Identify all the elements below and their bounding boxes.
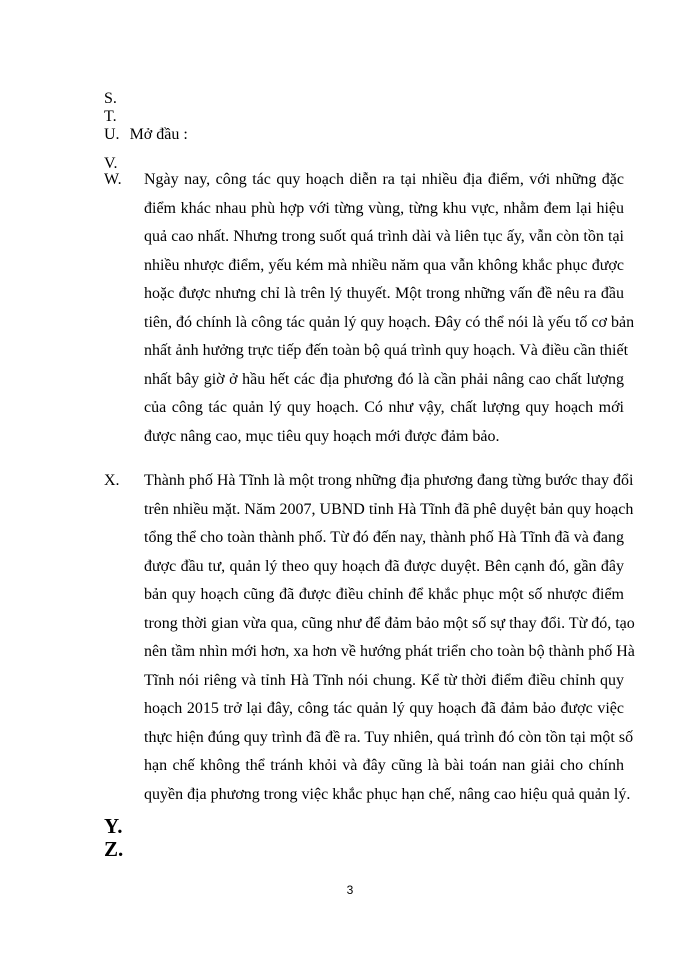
text-line: bản quy hoạch cũng đã được điều chỉnh để khắc phục một số nhược điểm [144, 586, 624, 603]
marker-text: S. [104, 90, 117, 107]
text-line: điểm khác nhau phù hợp với từng vùng, từng khu vực, nhằm đem lại hiệu [144, 199, 624, 217]
paragraph-marker: X. [104, 472, 120, 489]
text-line: Ngày nay, công tác quy hoạch diễn ra tại nhiều địa điểm, với những đặc [144, 171, 624, 188]
text-line: được đầu tư, quản lý theo quy hoạch đã được duyệt. Bên cạnh đó, gần đây [144, 557, 624, 575]
paragraph-intro [104, 166, 635, 451]
text-line: tiên, đó chính là công tác quản lý quy hoạch. Đây có thể nói là yếu tố cơ bản [144, 313, 635, 331]
marker-text: T. [104, 108, 117, 125]
text-line: trên nhiều mặt. Năm 2007, UBND tỉnh Hà Tĩnh đã phê duyệt bản quy hoạch [144, 500, 634, 518]
text-line: hoạch 2015 trở lại đây, công tác quản lý quy hoạch đã đảm bảo được việc [144, 700, 624, 717]
paragraph-marker: W. [104, 171, 122, 188]
text-line: được nâng cao, mục tiêu quy hoạch mới được đảm bảo. [144, 427, 500, 445]
page-number: 3 [346, 883, 354, 897]
text-line: của công tác quản lý quy hoạch. Có như vậy, chất lượng quy hoạch mới [144, 399, 624, 416]
text-line: quyền địa phương trong việc khắc phục hạn chế, nâng cao hiệu quả quản lý. [144, 785, 631, 803]
text-line: tổng thể cho toàn thành phố. Từ đó đến nay, thành phố Hà Tĩnh đã và đang [144, 529, 624, 546]
marker-text: V. [104, 155, 118, 172]
paragraph-ha-tinh [104, 467, 635, 809]
text-line: nhất ảnh hưởng trực tiếp đến toàn bộ quá trình quy hoạch. Và điều cần thiết [144, 342, 629, 359]
marker-text: Y. [104, 814, 123, 838]
text-line: Thành phố Hà Tĩnh là một trong những địa phương đang từng bước thay đổi [144, 472, 634, 489]
heading-line [104, 126, 188, 144]
text-line: Tĩnh nói riêng và tỉnh Hà Tĩnh nói chung. Kể từ thời điểm điều chỉnh quy [144, 671, 624, 689]
text-line: quả cao nhất. Nhưng trong suốt quá trình dài và liên tục ấy, vẫn còn tồn tại [144, 228, 624, 245]
section-heading: Mở đầu : [129, 126, 188, 143]
text-line: nên tầm nhìn mới hơn, xa hơn về hướng phát triển cho toàn bộ thành phố Hà [144, 643, 635, 660]
list-marker-z [104, 838, 123, 860]
text-line: thực hiện đúng quy trình đã đề ra. Tuy nhiên, quá trình đó còn tồn tại một số [144, 728, 634, 746]
list-marker-s [104, 90, 117, 108]
list-marker-y [104, 815, 123, 837]
list-marker-t [104, 108, 117, 126]
text-line: hạn chế không thể tránh khỏi và đây cũng là bài toán nan giải cho chính [144, 757, 624, 774]
marker-text: Z. [104, 837, 124, 861]
marker-text: U. [104, 126, 120, 143]
text-line: nhiều nhược điểm, yếu kém mà nhiều năm qua vẫn không khắc phục được [144, 256, 624, 274]
text-line: hoặc được nhưng chỉ là trên lý thuyết. Một trong những vấn đề nêu ra đầu [144, 285, 624, 302]
text-line: trong thời gian vừa qua, cũng như để đảm bảo một số sự thay đổi. Từ đó, tạo [144, 614, 635, 632]
text-line: nhất bây giờ ở hầu hết các địa phương đó là cần phải nâng cao chất lượng [144, 370, 624, 388]
